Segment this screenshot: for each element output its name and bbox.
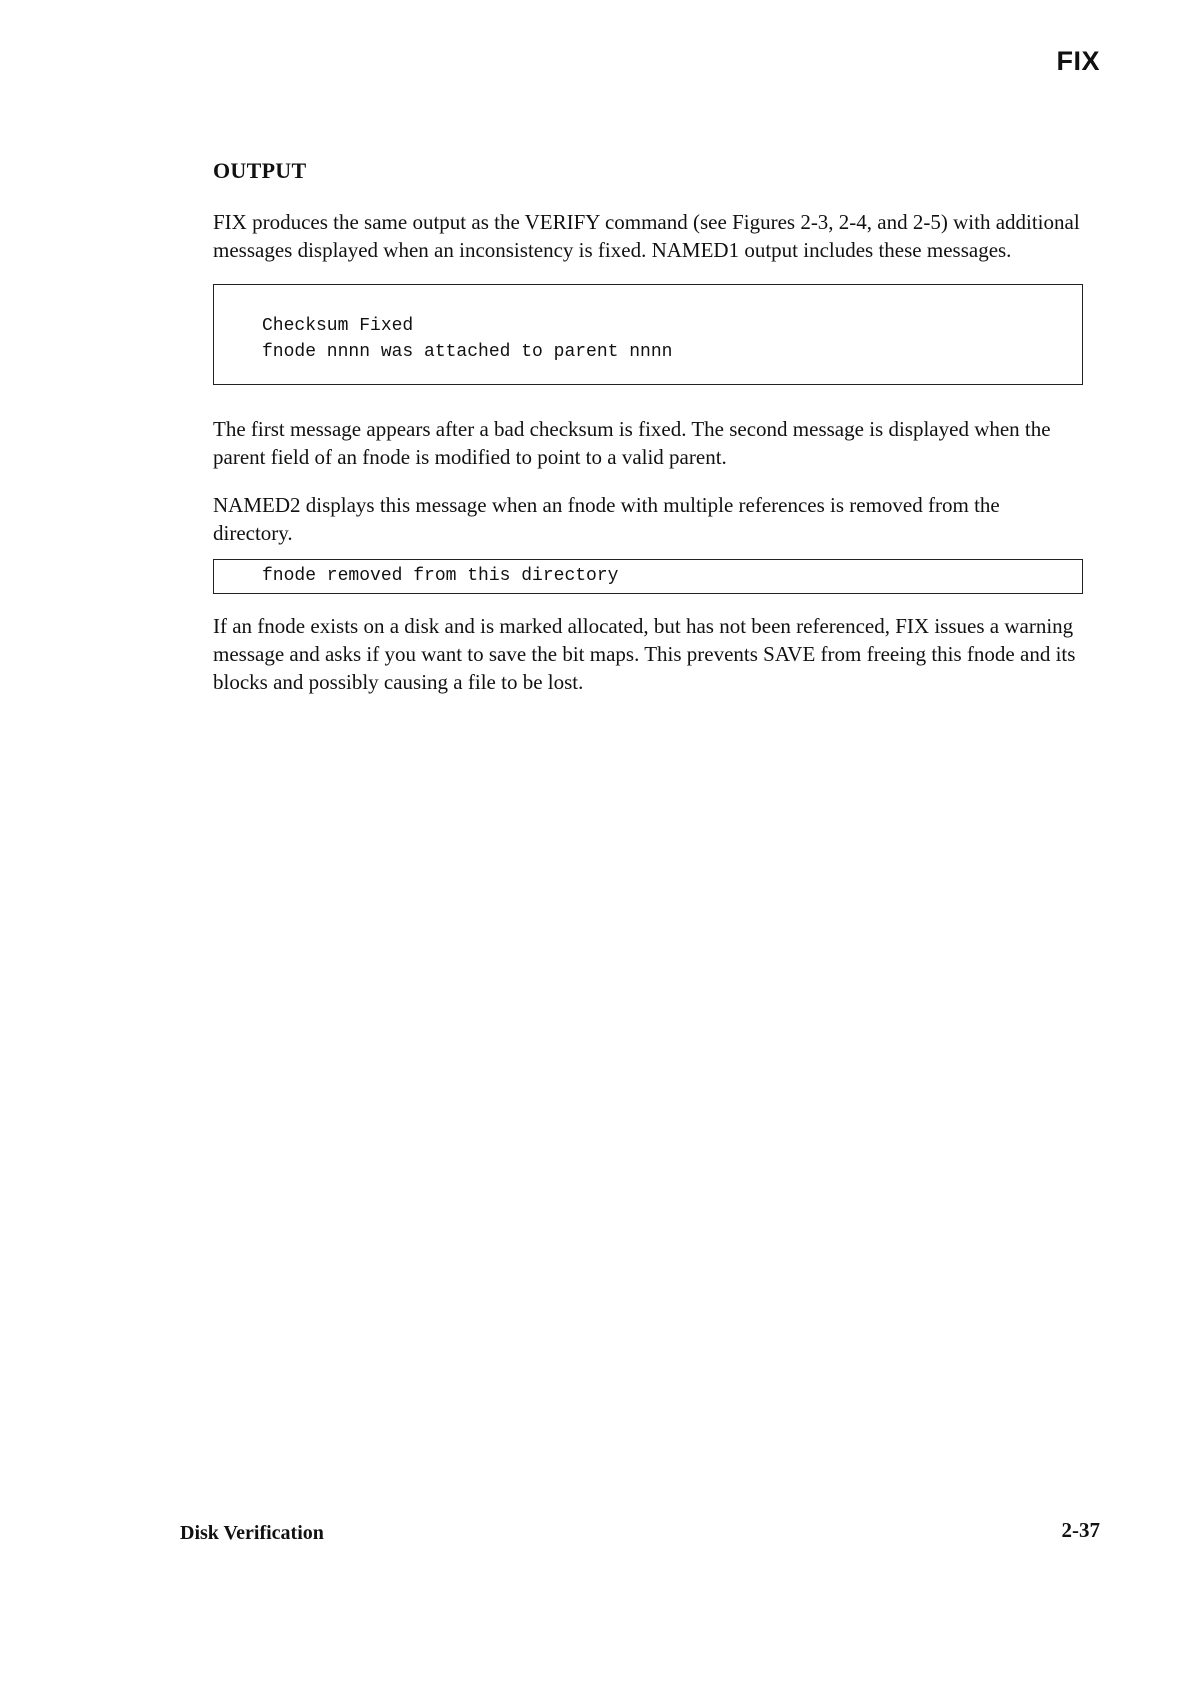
message-line-fnode-removed: fnode removed from this directory — [262, 566, 619, 586]
paragraph-fix-output: FIX produces the same output as the VERIFY command (see Figures 2-3, 2-4, and 2-5) with additional messages displayed when an inconsistency is fixed. NAMED1 output includes these messages. — [213, 210, 1080, 262]
message-box-named1 — [213, 284, 1083, 385]
paragraph-unreferenced-fnode: If an fnode exists on a disk and is marked allocated, but has not been referenced, FIX issues a warning message and asks if you want to save the bit maps. This prevents SAVE from freeing this fnode and its blocks and possibly causing a file to be lost. — [213, 614, 1076, 694]
footer-chapter-title: Disk Verification — [180, 1522, 324, 1544]
paragraph-named2: NAMED2 displays this message when an fnode with multiple references is removed from the directory. — [213, 493, 1000, 545]
message-line-fnode-attached: fnode nnnn was attached to parent nnnn — [262, 342, 673, 362]
paragraph-message-explanation: The first message appears after a bad checksum is fixed. The second message is displayed when the parent field of an fnode is modified to point to a valid parent. — [213, 417, 1051, 469]
page-content — [213, 158, 1083, 696]
section-heading: OUTPUT — [213, 158, 307, 183]
message-box-named2 — [213, 559, 1083, 594]
running-head: FIX — [1056, 46, 1100, 76]
message-line-checksum-fixed: Checksum Fixed — [262, 316, 414, 336]
footer-page-number: 2-37 — [1061, 1518, 1100, 1542]
